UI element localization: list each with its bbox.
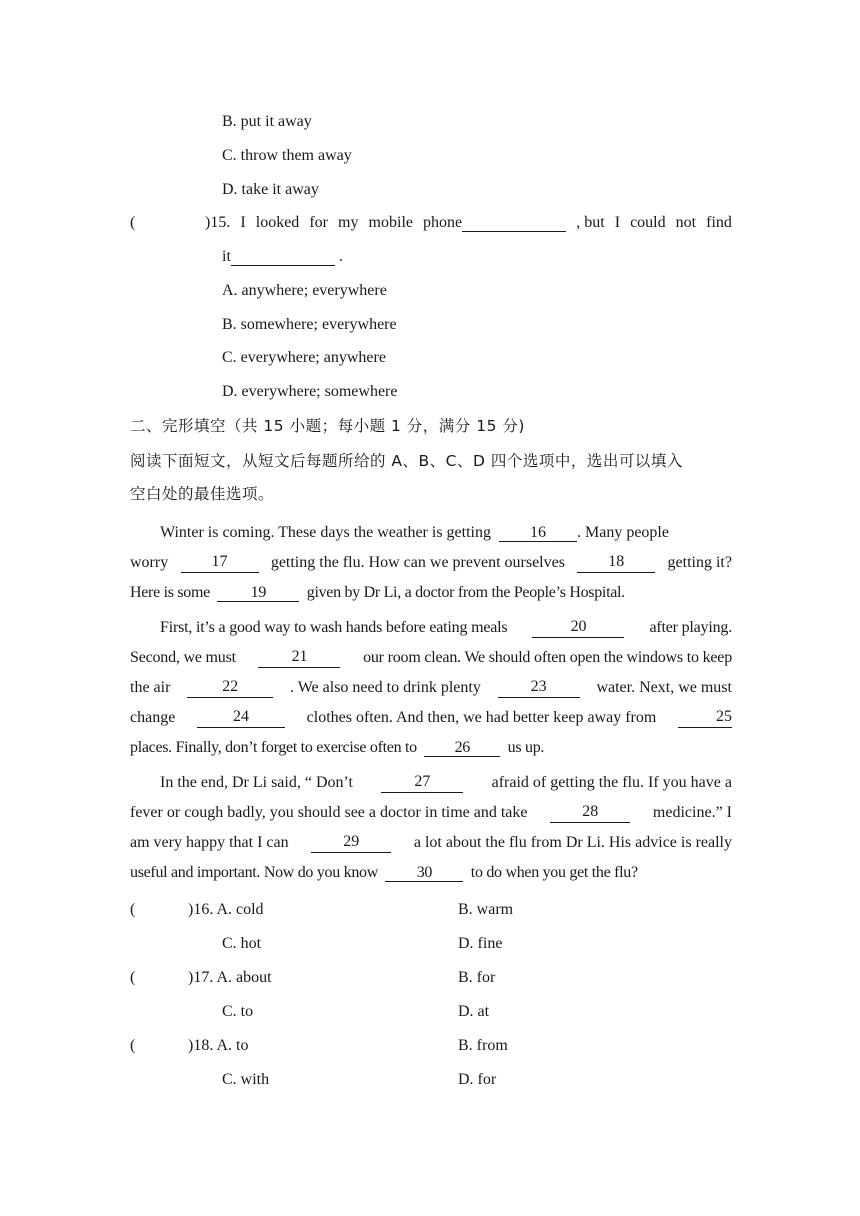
q16-option-c: C. hot — [222, 935, 262, 952]
q15-word: looked — [255, 214, 300, 231]
q17-answer-paren: ( — [130, 969, 136, 986]
q16-option-b: B. warm — [458, 901, 514, 918]
q15-word: mobile — [368, 214, 413, 231]
section-instructions-cont: 空白处的最佳选项。 — [130, 485, 275, 503]
q16-option-a: )16. A. cold — [188, 901, 264, 918]
q15-stem-line — [205, 213, 732, 233]
blank-16[interactable]: 16 — [499, 524, 577, 542]
q17-option-b: B. for — [458, 969, 496, 986]
q15-word: I — [240, 214, 246, 231]
blank-20[interactable]: 20 — [532, 618, 624, 638]
blank-28[interactable]: 28 — [550, 803, 630, 823]
passage-line: Second, we must 21 our room clean. We should often open the windows to keep — [130, 648, 732, 666]
passage-line: am very happy that I can 29 a lot about the flu from Dr Li. His advice is really — [130, 833, 732, 851]
blank-17[interactable]: 17 — [181, 553, 259, 573]
q15-word: it — [222, 248, 231, 265]
passage-line: In the end, Dr Li said, “ Don’t 27 afraid of getting the flu. If you have a — [160, 773, 732, 791]
q15-blank-2[interactable] — [231, 248, 335, 266]
passage-line: Winter is coming. These days the weather is getting 16 . Many people — [160, 524, 669, 541]
blank-19[interactable]: 19 — [217, 584, 299, 602]
q15-option-b: B. somewhere; everywhere — [222, 316, 397, 333]
q18-answer-paren: ( — [130, 1037, 136, 1054]
q14-option-c: C. throw them away — [222, 147, 352, 164]
q15-stem-continuation — [222, 247, 343, 267]
q15-option-c: C. everywhere; anywhere — [222, 349, 386, 366]
blank-26[interactable]: 26 — [424, 739, 500, 757]
blank-21[interactable]: 21 — [258, 648, 340, 668]
passage-line: the air 22 . We also need to drink plenty 23 water. Next, we must — [130, 678, 732, 696]
blank-25[interactable]: 25 — [678, 708, 732, 728]
q15-word: find — [706, 214, 732, 231]
q15-word: , but — [576, 214, 605, 231]
q14-option-d: D. take it away — [222, 181, 319, 198]
q15-word: )15. — [205, 214, 231, 231]
q15-option-a: A. anywhere; everywhere — [222, 282, 387, 299]
q15-word: my — [338, 214, 359, 231]
section-instructions: 阅读下面短文，从短文后每题所给的 A、B、C、D 四个选项中，选出可以填入 — [130, 452, 683, 470]
q15-period: . — [338, 248, 343, 265]
q15-word: phone — [423, 214, 463, 231]
q18-option-c: C. with — [222, 1071, 270, 1088]
passage-line: change 24 clothes often. And then, we had better keep away from 25 — [130, 708, 732, 726]
q18-option-a: )18. A. to — [188, 1037, 249, 1054]
q15-word: not — [675, 214, 697, 231]
q18-option-d: D. for — [458, 1071, 497, 1088]
q15-word: for — [309, 214, 328, 231]
passage-line: worry 17 getting the flu. How can we prevent ourselves 18 getting it? — [130, 553, 732, 571]
q15-option-d: D. everywhere; somewhere — [222, 383, 398, 400]
blank-22[interactable]: 22 — [187, 678, 273, 698]
q17-option-a: )17. A. about — [188, 969, 272, 986]
blank-29[interactable]: 29 — [311, 833, 391, 853]
passage-line: useful and important. Now do you know 30 to do when you get the flu? — [130, 864, 638, 881]
blank-18[interactable]: 18 — [577, 553, 655, 573]
q16-answer-paren: ( — [130, 901, 136, 918]
q16-option-d: D. fine — [458, 935, 503, 952]
q15-blank-1[interactable] — [462, 214, 566, 232]
q18-option-b: B. from — [458, 1037, 508, 1054]
passage-line: Here is some 19 given by Dr Li, a doctor from the People’s Hospital. — [130, 584, 625, 601]
passage-line: fever or cough badly, you should see a doctor in time and take 28 medicine.” I — [130, 803, 732, 821]
q15-word: I — [614, 214, 621, 231]
blank-27[interactable]: 27 — [381, 773, 463, 793]
passage-line: places. Finally, don’t forget to exercise often to 26 us up. — [130, 739, 545, 756]
q15-word: could — [630, 214, 666, 231]
blank-24[interactable]: 24 — [197, 708, 285, 728]
q14-option-b: B. put it away — [222, 113, 312, 130]
blank-23[interactable]: 23 — [498, 678, 580, 698]
q15-answer-paren: ( — [130, 214, 136, 231]
blank-30[interactable]: 30 — [385, 864, 463, 882]
section-heading: 二、完形填空（共 15 小题；每小题 1 分，满分 15 分) — [130, 417, 525, 435]
passage-line: First, it’s a good way to wash hands before eating meals 20 after playing. — [160, 618, 732, 636]
q17-option-d: D. at — [458, 1003, 490, 1020]
q17-option-c: C. to — [222, 1003, 254, 1020]
